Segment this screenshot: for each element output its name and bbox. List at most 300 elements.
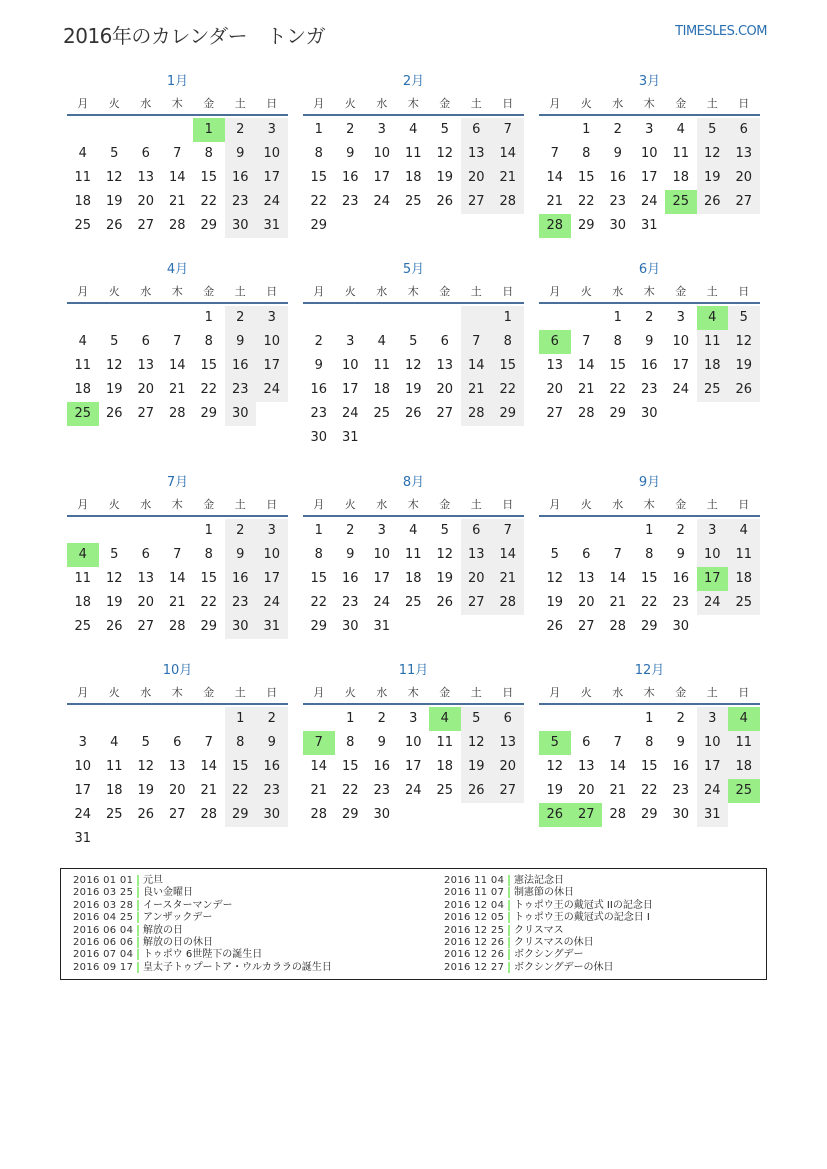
- day-cell[interactable]: 15: [200, 571, 218, 586]
- day-cell[interactable]: 8: [492, 330, 524, 354]
- day-cell[interactable]: 27: [137, 619, 155, 634]
- day-cell[interactable]: 22: [310, 595, 328, 610]
- day-cell[interactable]: 2: [225, 519, 257, 543]
- day-cell[interactable]: 8: [204, 146, 213, 161]
- day-cell[interactable]: 31: [74, 831, 92, 846]
- day-cell[interactable]: 6: [582, 547, 591, 562]
- day-cell[interactable]: 12: [546, 759, 564, 774]
- day-cell[interactable]: 4: [409, 523, 418, 538]
- day-cell[interactable]: 1: [225, 707, 257, 731]
- day-cell[interactable]: 23: [225, 591, 257, 615]
- day-cell[interactable]: 9: [613, 146, 622, 161]
- day-cell[interactable]: 28: [168, 406, 186, 421]
- day-cell[interactable]: 20: [546, 382, 564, 397]
- day-cell[interactable]: 5: [440, 122, 449, 137]
- day-cell[interactable]: 22: [200, 382, 218, 397]
- day-cell[interactable]: 9: [225, 142, 257, 166]
- day-cell[interactable]: 30: [672, 807, 690, 822]
- day-cell[interactable]: 20: [492, 755, 524, 779]
- day-cell[interactable]: 31: [256, 214, 288, 238]
- day-cell[interactable]: 10: [672, 334, 690, 349]
- day-cell[interactable]: 14: [461, 354, 493, 378]
- day-cell[interactable]: 1: [645, 523, 654, 538]
- day-cell[interactable]: 1: [582, 122, 591, 137]
- day-cell[interactable]: 27: [577, 619, 595, 634]
- day-cell[interactable]: 22: [225, 779, 257, 803]
- day-cell[interactable]: 7: [613, 547, 622, 562]
- holiday-day-cell[interactable]: 4: [697, 306, 729, 330]
- day-cell[interactable]: 17: [640, 170, 658, 185]
- day-cell[interactable]: 27: [461, 591, 493, 615]
- day-cell[interactable]: 21: [492, 567, 524, 591]
- day-cell[interactable]: 16: [609, 170, 627, 185]
- day-cell[interactable]: 11: [404, 547, 422, 562]
- day-cell[interactable]: 9: [676, 735, 685, 750]
- day-cell[interactable]: 17: [373, 571, 391, 586]
- day-cell[interactable]: 2: [645, 310, 654, 325]
- day-cell[interactable]: 18: [105, 783, 123, 798]
- day-cell[interactable]: 5: [461, 707, 493, 731]
- day-cell[interactable]: 8: [582, 146, 591, 161]
- day-cell[interactable]: 22: [200, 194, 218, 209]
- holiday-day-cell[interactable]: 17: [697, 567, 729, 591]
- day-cell[interactable]: 5: [110, 334, 119, 349]
- day-cell[interactable]: 14: [609, 571, 627, 586]
- day-cell[interactable]: 8: [225, 731, 257, 755]
- day-cell[interactable]: 30: [341, 619, 359, 634]
- day-cell[interactable]: 10: [74, 759, 92, 774]
- day-cell[interactable]: 13: [137, 571, 155, 586]
- day-cell[interactable]: 21: [492, 166, 524, 190]
- day-cell[interactable]: 7: [461, 330, 493, 354]
- day-cell[interactable]: 21: [168, 595, 186, 610]
- day-cell[interactable]: 25: [436, 783, 454, 798]
- day-cell[interactable]: 24: [373, 194, 391, 209]
- day-cell[interactable]: 9: [225, 330, 257, 354]
- day-cell[interactable]: 3: [256, 306, 288, 330]
- day-cell[interactable]: 2: [314, 334, 323, 349]
- holiday-day-cell[interactable]: 25: [665, 190, 697, 214]
- day-cell[interactable]: 11: [74, 571, 92, 586]
- day-cell[interactable]: 3: [346, 334, 355, 349]
- day-cell[interactable]: 14: [546, 170, 564, 185]
- day-cell[interactable]: 2: [225, 118, 257, 142]
- day-cell[interactable]: 24: [640, 194, 658, 209]
- holiday-day-cell[interactable]: 4: [728, 707, 760, 731]
- day-cell[interactable]: 24: [697, 779, 729, 803]
- day-cell[interactable]: 28: [609, 619, 627, 634]
- day-cell[interactable]: 9: [346, 146, 355, 161]
- day-cell[interactable]: 31: [373, 619, 391, 634]
- day-cell[interactable]: 2: [225, 306, 257, 330]
- day-cell[interactable]: 3: [676, 310, 685, 325]
- day-cell[interactable]: 16: [640, 358, 658, 373]
- day-cell[interactable]: 1: [204, 310, 213, 325]
- day-cell[interactable]: 22: [640, 595, 658, 610]
- day-cell[interactable]: 14: [492, 543, 524, 567]
- day-cell[interactable]: 19: [137, 783, 155, 798]
- day-cell[interactable]: 27: [168, 807, 186, 822]
- day-cell[interactable]: 11: [105, 759, 123, 774]
- day-cell[interactable]: 22: [577, 194, 595, 209]
- day-cell[interactable]: 22: [200, 595, 218, 610]
- day-cell[interactable]: 15: [200, 358, 218, 373]
- day-cell[interactable]: 16: [373, 759, 391, 774]
- day-cell[interactable]: 17: [256, 166, 288, 190]
- day-cell[interactable]: 29: [640, 619, 658, 634]
- day-cell[interactable]: 14: [168, 358, 186, 373]
- day-cell[interactable]: 19: [697, 166, 729, 190]
- day-cell[interactable]: 31: [640, 218, 658, 233]
- day-cell[interactable]: 18: [672, 170, 690, 185]
- day-cell[interactable]: 27: [436, 406, 454, 421]
- day-cell[interactable]: 24: [74, 807, 92, 822]
- day-cell[interactable]: 20: [436, 382, 454, 397]
- day-cell[interactable]: 8: [314, 547, 323, 562]
- holiday-day-cell[interactable]: 5: [539, 731, 571, 755]
- day-cell[interactable]: 29: [200, 218, 218, 233]
- day-cell[interactable]: 2: [613, 122, 622, 137]
- day-cell[interactable]: 21: [168, 194, 186, 209]
- day-cell[interactable]: 6: [728, 118, 760, 142]
- day-cell[interactable]: 15: [577, 170, 595, 185]
- day-cell[interactable]: 3: [78, 735, 87, 750]
- day-cell[interactable]: 16: [672, 759, 690, 774]
- day-cell[interactable]: 26: [105, 619, 123, 634]
- day-cell[interactable]: 28: [168, 218, 186, 233]
- day-cell[interactable]: 10: [373, 146, 391, 161]
- holiday-day-cell[interactable]: 4: [429, 707, 461, 731]
- day-cell[interactable]: 30: [672, 619, 690, 634]
- day-cell[interactable]: 17: [672, 358, 690, 373]
- day-cell[interactable]: 12: [697, 142, 729, 166]
- day-cell[interactable]: 5: [110, 146, 119, 161]
- day-cell[interactable]: 7: [204, 735, 213, 750]
- day-cell[interactable]: 13: [728, 142, 760, 166]
- day-cell[interactable]: 3: [645, 122, 654, 137]
- day-cell[interactable]: 23: [373, 783, 391, 798]
- day-cell[interactable]: 9: [676, 547, 685, 562]
- day-cell[interactable]: 5: [110, 547, 119, 562]
- day-cell[interactable]: 15: [640, 759, 658, 774]
- day-cell[interactable]: 19: [105, 595, 123, 610]
- day-cell[interactable]: 8: [346, 735, 355, 750]
- day-cell[interactable]: 13: [577, 759, 595, 774]
- day-cell[interactable]: 26: [105, 406, 123, 421]
- day-cell[interactable]: 8: [645, 735, 654, 750]
- day-cell[interactable]: 18: [404, 571, 422, 586]
- day-cell[interactable]: 24: [404, 783, 422, 798]
- day-cell[interactable]: 9: [225, 543, 257, 567]
- day-cell[interactable]: 22: [640, 783, 658, 798]
- day-cell[interactable]: 3: [377, 523, 386, 538]
- day-cell[interactable]: 2: [676, 711, 685, 726]
- day-cell[interactable]: 11: [728, 543, 760, 567]
- day-cell[interactable]: 30: [609, 218, 627, 233]
- day-cell[interactable]: 5: [697, 118, 729, 142]
- day-cell[interactable]: 13: [461, 142, 493, 166]
- day-cell[interactable]: 10: [341, 358, 359, 373]
- day-cell[interactable]: 18: [697, 354, 729, 378]
- day-cell[interactable]: 13: [577, 571, 595, 586]
- day-cell[interactable]: 29: [492, 402, 524, 426]
- day-cell[interactable]: 30: [640, 406, 658, 421]
- day-cell[interactable]: 4: [78, 334, 87, 349]
- day-cell[interactable]: 24: [256, 190, 288, 214]
- day-cell[interactable]: 23: [609, 194, 627, 209]
- day-cell[interactable]: 1: [346, 711, 355, 726]
- day-cell[interactable]: 17: [256, 567, 288, 591]
- day-cell[interactable]: 28: [200, 807, 218, 822]
- day-cell[interactable]: 27: [492, 779, 524, 803]
- day-cell[interactable]: 26: [137, 807, 155, 822]
- day-cell[interactable]: 21: [546, 194, 564, 209]
- day-cell[interactable]: 21: [461, 378, 493, 402]
- day-cell[interactable]: 21: [609, 783, 627, 798]
- day-cell[interactable]: 18: [436, 759, 454, 774]
- day-cell[interactable]: 27: [137, 406, 155, 421]
- day-cell[interactable]: 14: [200, 759, 218, 774]
- day-cell[interactable]: 8: [204, 334, 213, 349]
- day-cell[interactable]: 13: [461, 543, 493, 567]
- day-cell[interactable]: 9: [645, 334, 654, 349]
- day-cell[interactable]: 17: [256, 354, 288, 378]
- day-cell[interactable]: 14: [609, 759, 627, 774]
- day-cell[interactable]: 19: [461, 755, 493, 779]
- day-cell[interactable]: 4: [377, 334, 386, 349]
- day-cell[interactable]: 1: [492, 306, 524, 330]
- day-cell[interactable]: 20: [137, 595, 155, 610]
- day-cell[interactable]: 2: [676, 523, 685, 538]
- day-cell[interactable]: 7: [173, 334, 182, 349]
- day-cell[interactable]: 20: [168, 783, 186, 798]
- day-cell[interactable]: 14: [577, 358, 595, 373]
- day-cell[interactable]: 22: [341, 783, 359, 798]
- day-cell[interactable]: 14: [168, 170, 186, 185]
- day-cell[interactable]: 13: [168, 759, 186, 774]
- day-cell[interactable]: 20: [137, 194, 155, 209]
- day-cell[interactable]: 23: [640, 382, 658, 397]
- day-cell[interactable]: 11: [74, 358, 92, 373]
- day-cell[interactable]: 13: [546, 358, 564, 373]
- day-cell[interactable]: 12: [137, 759, 155, 774]
- day-cell[interactable]: 2: [256, 707, 288, 731]
- day-cell[interactable]: 27: [137, 218, 155, 233]
- day-cell[interactable]: 17: [404, 759, 422, 774]
- day-cell[interactable]: 6: [173, 735, 182, 750]
- day-cell[interactable]: 19: [436, 571, 454, 586]
- day-cell[interactable]: 9: [256, 731, 288, 755]
- day-cell[interactable]: 4: [110, 735, 119, 750]
- day-cell[interactable]: 15: [341, 759, 359, 774]
- day-cell[interactable]: 6: [492, 707, 524, 731]
- day-cell[interactable]: 29: [577, 218, 595, 233]
- day-cell[interactable]: 14: [492, 142, 524, 166]
- day-cell[interactable]: 16: [225, 567, 257, 591]
- day-cell[interactable]: 23: [341, 595, 359, 610]
- day-cell[interactable]: 15: [310, 571, 328, 586]
- day-cell[interactable]: 21: [310, 783, 328, 798]
- day-cell[interactable]: 30: [225, 615, 257, 639]
- holiday-day-cell[interactable]: 6: [539, 330, 571, 354]
- day-cell[interactable]: 26: [461, 779, 493, 803]
- day-cell[interactable]: 10: [697, 731, 729, 755]
- day-cell[interactable]: 11: [697, 330, 729, 354]
- day-cell[interactable]: 6: [141, 146, 150, 161]
- day-cell[interactable]: 12: [728, 330, 760, 354]
- day-cell[interactable]: 16: [256, 755, 288, 779]
- day-cell[interactable]: 24: [341, 406, 359, 421]
- day-cell[interactable]: 25: [105, 807, 123, 822]
- day-cell[interactable]: 23: [256, 779, 288, 803]
- day-cell[interactable]: 28: [310, 807, 328, 822]
- day-cell[interactable]: 30: [373, 807, 391, 822]
- day-cell[interactable]: 16: [341, 170, 359, 185]
- day-cell[interactable]: 11: [74, 170, 92, 185]
- day-cell[interactable]: 6: [141, 334, 150, 349]
- day-cell[interactable]: 16: [225, 166, 257, 190]
- day-cell[interactable]: 13: [436, 358, 454, 373]
- day-cell[interactable]: 7: [492, 118, 524, 142]
- holiday-day-cell[interactable]: 27: [571, 803, 603, 827]
- day-cell[interactable]: 6: [582, 735, 591, 750]
- day-cell[interactable]: 19: [105, 382, 123, 397]
- day-cell[interactable]: 11: [373, 358, 391, 373]
- day-cell[interactable]: 31: [341, 430, 359, 445]
- day-cell[interactable]: 9: [314, 358, 323, 373]
- day-cell[interactable]: 26: [728, 378, 760, 402]
- day-cell[interactable]: 29: [200, 406, 218, 421]
- day-cell[interactable]: 19: [105, 194, 123, 209]
- day-cell[interactable]: 15: [310, 170, 328, 185]
- holiday-day-cell[interactable]: 25: [728, 779, 760, 803]
- day-cell[interactable]: 13: [137, 358, 155, 373]
- day-cell[interactable]: 13: [137, 170, 155, 185]
- day-cell[interactable]: 3: [256, 118, 288, 142]
- day-cell[interactable]: 18: [74, 382, 92, 397]
- site-logo[interactable]: TIMESLES.COM: [675, 24, 767, 39]
- day-cell[interactable]: 29: [609, 406, 627, 421]
- day-cell[interactable]: 6: [461, 519, 493, 543]
- day-cell[interactable]: 10: [256, 330, 288, 354]
- day-cell[interactable]: 9: [346, 547, 355, 562]
- day-cell[interactable]: 6: [440, 334, 449, 349]
- day-cell[interactable]: 19: [728, 354, 760, 378]
- day-cell[interactable]: 1: [314, 523, 323, 538]
- day-cell[interactable]: 2: [377, 711, 386, 726]
- day-cell[interactable]: 27: [461, 190, 493, 214]
- day-cell[interactable]: 31: [697, 803, 729, 827]
- day-cell[interactable]: 28: [492, 190, 524, 214]
- holiday-day-cell[interactable]: 26: [539, 803, 571, 827]
- day-cell[interactable]: 26: [436, 194, 454, 209]
- holiday-day-cell[interactable]: 28: [539, 214, 571, 238]
- day-cell[interactable]: 25: [697, 378, 729, 402]
- day-cell[interactable]: 18: [74, 194, 92, 209]
- day-cell[interactable]: 12: [105, 170, 123, 185]
- day-cell[interactable]: 20: [728, 166, 760, 190]
- day-cell[interactable]: 17: [373, 170, 391, 185]
- day-cell[interactable]: 30: [225, 402, 257, 426]
- day-cell[interactable]: 20: [577, 595, 595, 610]
- day-cell[interactable]: 15: [640, 571, 658, 586]
- day-cell[interactable]: 20: [577, 783, 595, 798]
- day-cell[interactable]: 15: [609, 358, 627, 373]
- day-cell[interactable]: 12: [105, 358, 123, 373]
- day-cell[interactable]: 24: [697, 591, 729, 615]
- day-cell[interactable]: 7: [550, 146, 559, 161]
- day-cell[interactable]: 6: [141, 547, 150, 562]
- day-cell[interactable]: 3: [409, 711, 418, 726]
- day-cell[interactable]: 17: [697, 755, 729, 779]
- day-cell[interactable]: 15: [200, 170, 218, 185]
- day-cell[interactable]: 3: [256, 519, 288, 543]
- day-cell[interactable]: 25: [728, 591, 760, 615]
- day-cell[interactable]: 5: [409, 334, 418, 349]
- day-cell[interactable]: 26: [404, 406, 422, 421]
- day-cell[interactable]: 23: [341, 194, 359, 209]
- day-cell[interactable]: 24: [672, 382, 690, 397]
- day-cell[interactable]: 4: [78, 146, 87, 161]
- day-cell[interactable]: 29: [310, 218, 328, 233]
- day-cell[interactable]: 7: [613, 735, 622, 750]
- day-cell[interactable]: 28: [609, 807, 627, 822]
- day-cell[interactable]: 11: [728, 731, 760, 755]
- day-cell[interactable]: 22: [492, 378, 524, 402]
- day-cell[interactable]: 21: [200, 783, 218, 798]
- day-cell[interactable]: 2: [346, 122, 355, 137]
- day-cell[interactable]: 14: [168, 571, 186, 586]
- day-cell[interactable]: 25: [74, 619, 92, 634]
- day-cell[interactable]: 25: [404, 194, 422, 209]
- day-cell[interactable]: 20: [461, 166, 493, 190]
- day-cell[interactable]: 29: [640, 807, 658, 822]
- day-cell[interactable]: 26: [105, 218, 123, 233]
- day-cell[interactable]: 2: [346, 523, 355, 538]
- day-cell[interactable]: 23: [310, 406, 328, 421]
- day-cell[interactable]: 12: [105, 571, 123, 586]
- day-cell[interactable]: 27: [728, 190, 760, 214]
- day-cell[interactable]: 5: [550, 547, 559, 562]
- day-cell[interactable]: 10: [373, 547, 391, 562]
- holiday-day-cell[interactable]: 7: [303, 731, 335, 755]
- day-cell[interactable]: 19: [546, 783, 564, 798]
- day-cell[interactable]: 19: [436, 170, 454, 185]
- day-cell[interactable]: 20: [461, 567, 493, 591]
- day-cell[interactable]: 13: [492, 731, 524, 755]
- day-cell[interactable]: 21: [609, 595, 627, 610]
- day-cell[interactable]: 11: [404, 146, 422, 161]
- day-cell[interactable]: 30: [310, 430, 328, 445]
- day-cell[interactable]: 28: [461, 402, 493, 426]
- day-cell[interactable]: 10: [256, 543, 288, 567]
- day-cell[interactable]: 19: [546, 595, 564, 610]
- day-cell[interactable]: 1: [645, 711, 654, 726]
- day-cell[interactable]: 10: [697, 543, 729, 567]
- day-cell[interactable]: 19: [404, 382, 422, 397]
- day-cell[interactable]: 17: [341, 382, 359, 397]
- day-cell[interactable]: 28: [577, 406, 595, 421]
- day-cell[interactable]: 1: [314, 122, 323, 137]
- day-cell[interactable]: 18: [728, 755, 760, 779]
- day-cell[interactable]: 8: [204, 547, 213, 562]
- day-cell[interactable]: 26: [697, 190, 729, 214]
- day-cell[interactable]: 30: [225, 214, 257, 238]
- day-cell[interactable]: 7: [582, 334, 591, 349]
- day-cell[interactable]: 12: [436, 547, 454, 562]
- day-cell[interactable]: 7: [173, 547, 182, 562]
- day-cell[interactable]: 8: [613, 334, 622, 349]
